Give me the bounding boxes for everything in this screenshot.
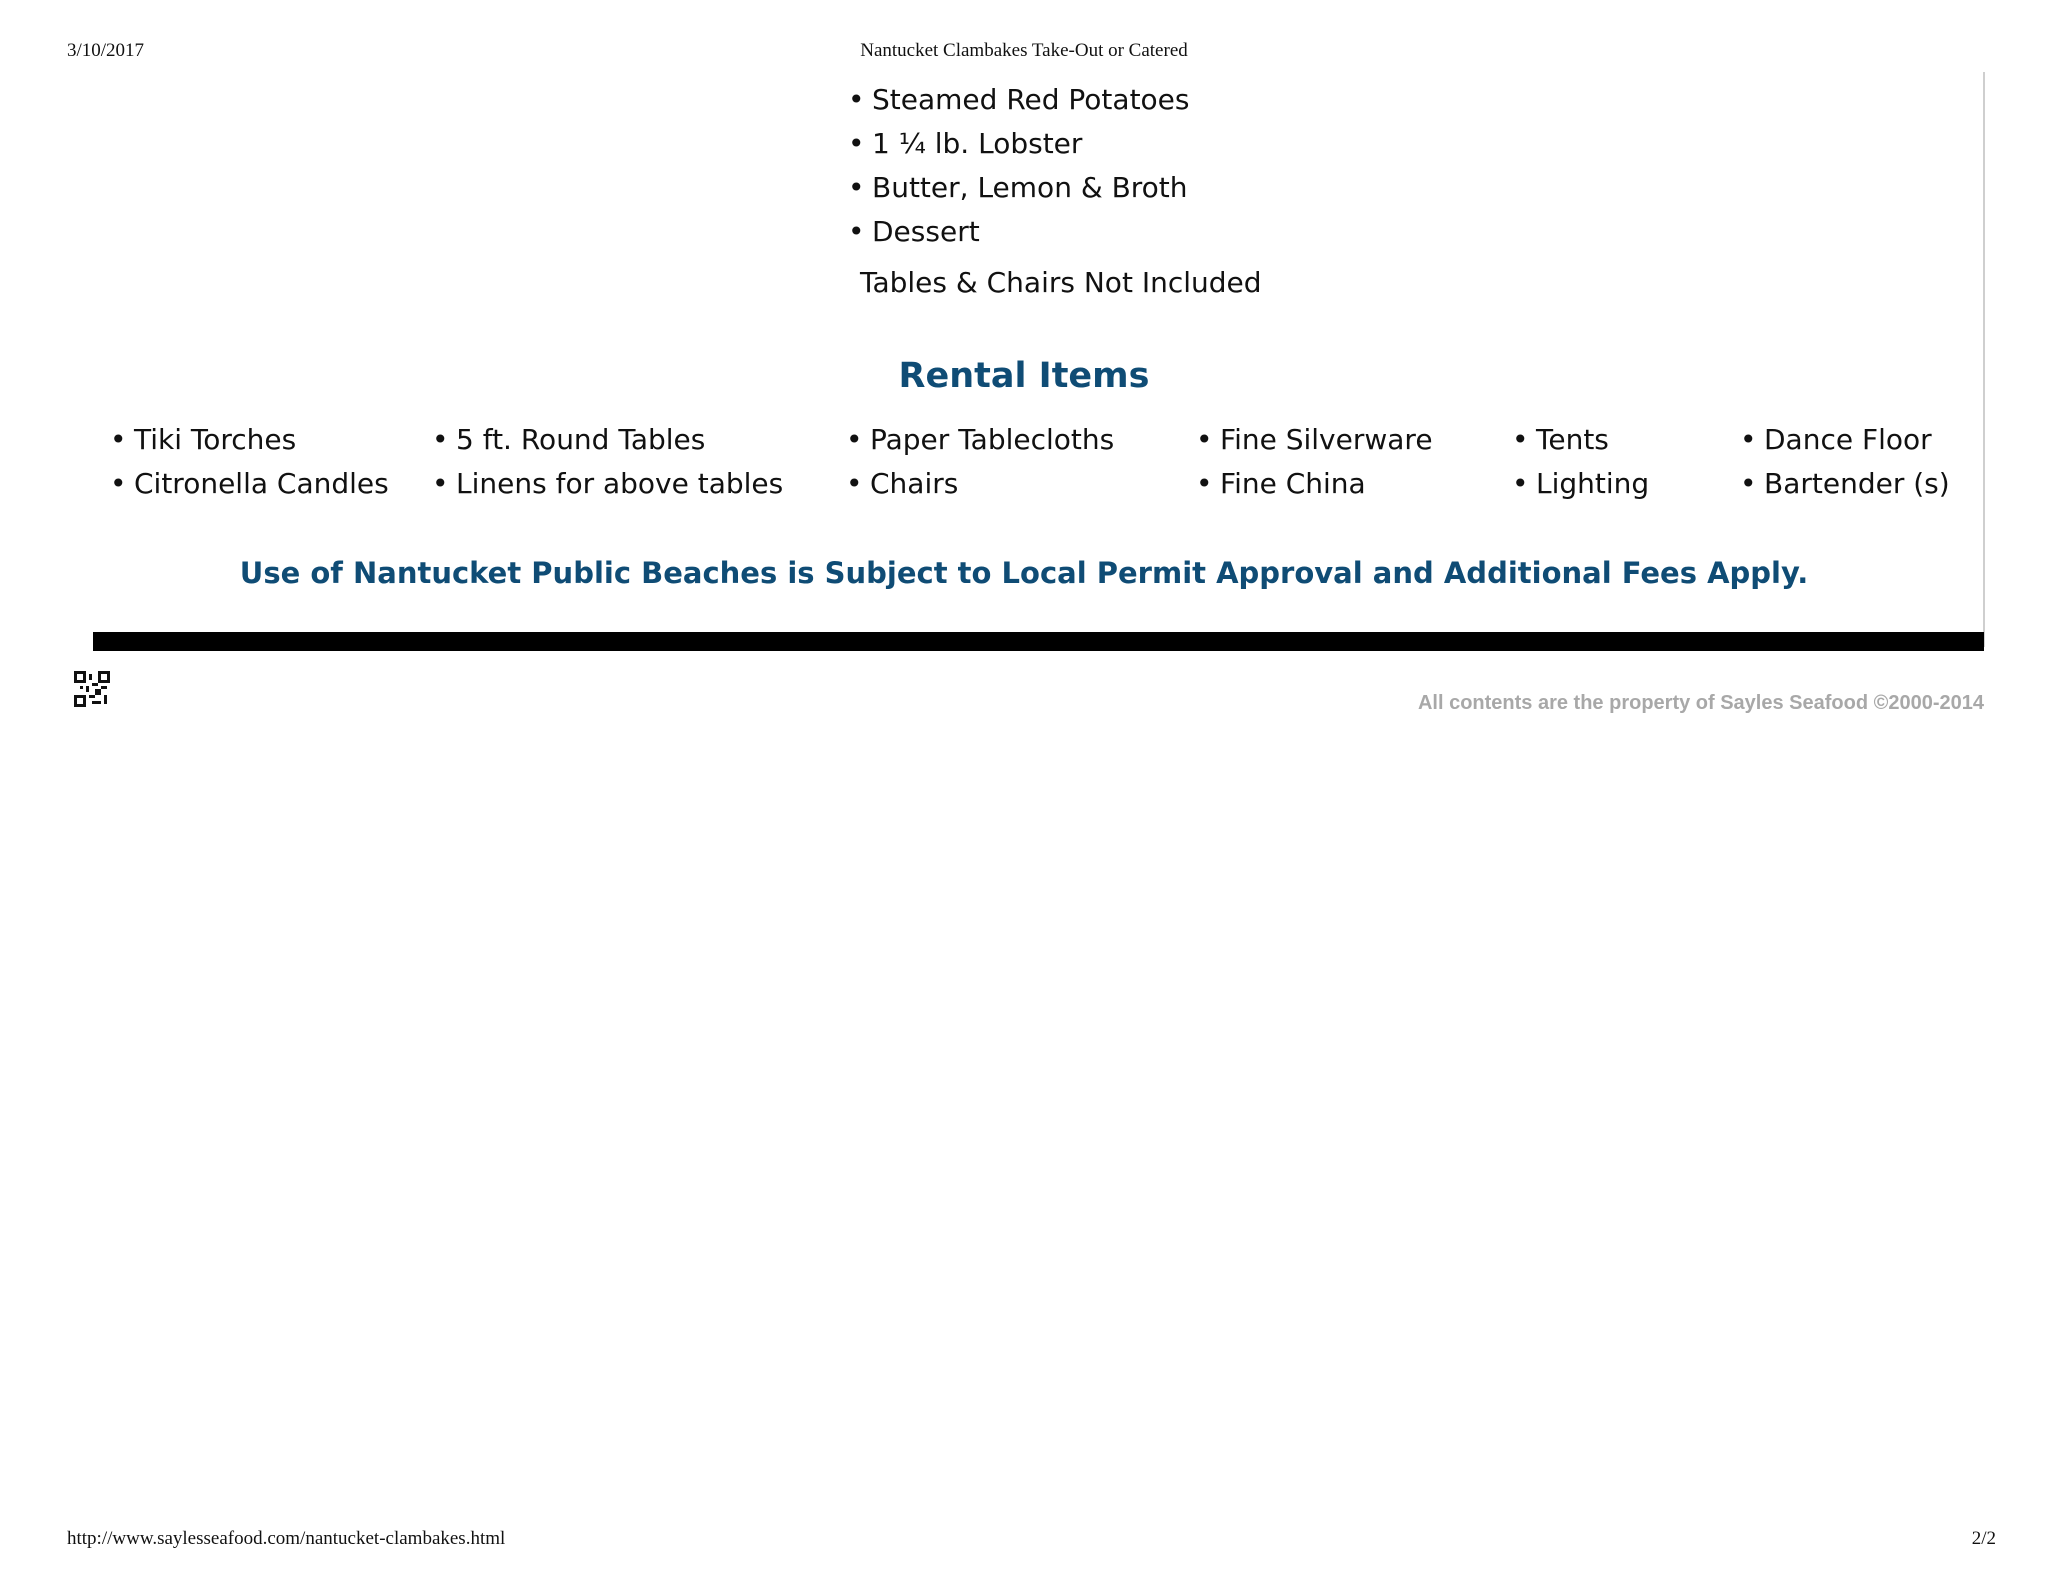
rental-item-label: Chairs xyxy=(870,467,959,500)
rental-item xyxy=(1196,418,1433,462)
print-footer xyxy=(0,1528,2048,1552)
bullet-icon: • xyxy=(1196,467,1213,500)
menu-item-label: Dessert xyxy=(872,215,980,248)
bullet-icon: • xyxy=(110,467,127,500)
rental-item-label: Dance Floor xyxy=(1764,423,1932,456)
rental-item-label: Lighting xyxy=(1536,467,1650,500)
print-page-number: 2/2 xyxy=(1971,1528,1996,1549)
rental-column-1 xyxy=(110,418,389,506)
qr-code-icon xyxy=(74,670,110,708)
bullet-icon: • xyxy=(848,83,865,116)
copyright-notice: All contents are the property of Sayles Seafood ©2000-2014 xyxy=(1417,692,1984,714)
print-header xyxy=(0,40,2048,64)
menu-item-label: 1 ¼ lb. Lobster xyxy=(872,127,1083,160)
bullet-icon: • xyxy=(848,215,865,248)
rental-item xyxy=(846,462,1114,506)
bullet-icon: • xyxy=(1512,467,1529,500)
rental-item xyxy=(1512,462,1649,506)
rental-item xyxy=(110,462,389,506)
rental-item-label: Bartender (s) xyxy=(1764,467,1950,500)
menu-item-label: Steamed Red Potatoes xyxy=(872,83,1190,116)
rental-column-3 xyxy=(846,418,1114,506)
bullet-icon: • xyxy=(432,467,449,500)
rental-item-label: Citronella Candles xyxy=(134,467,389,500)
menu-item xyxy=(848,122,1190,166)
rental-item xyxy=(432,418,783,462)
rental-item-label: Fine China xyxy=(1220,467,1366,500)
rental-item-label: Tiki Torches xyxy=(134,423,297,456)
bullet-icon: • xyxy=(1740,467,1757,500)
rental-items-heading: Rental Items xyxy=(898,356,1150,396)
rental-item xyxy=(110,418,389,462)
rental-item xyxy=(1196,462,1433,506)
rental-item xyxy=(1740,462,1950,506)
menu-list xyxy=(848,78,1190,254)
rental-item-label: Paper Tablecloths xyxy=(870,423,1115,456)
bullet-icon: • xyxy=(848,127,865,160)
print-page-title: Nantucket Clambakes Take-Out or Catered xyxy=(860,40,1188,61)
bullet-icon: • xyxy=(846,467,863,500)
menu-item xyxy=(848,166,1190,210)
rental-item-label: Linens for above tables xyxy=(456,467,784,500)
print-url: http://www.saylesseafood.com/nantucket-clambakes.html xyxy=(67,1528,506,1549)
rental-item-label: Tents xyxy=(1536,423,1609,456)
bullet-icon: • xyxy=(1512,423,1529,456)
menu-item-label: Butter, Lemon & Broth xyxy=(872,171,1188,204)
menu-item xyxy=(848,78,1190,122)
bullet-icon: • xyxy=(846,423,863,456)
menu-item xyxy=(848,210,1190,254)
bullet-icon: • xyxy=(1196,423,1213,456)
rental-column-4 xyxy=(1196,418,1433,506)
rental-item-label: 5 ft. Round Tables xyxy=(456,423,706,456)
tables-chairs-note: Tables & Chairs Not Included xyxy=(860,266,1262,299)
rental-item xyxy=(846,418,1114,462)
rental-column-6 xyxy=(1740,418,1950,506)
rental-column-2 xyxy=(432,418,783,506)
print-date: 3/10/2017 xyxy=(67,40,145,61)
bullet-icon: • xyxy=(1740,423,1757,456)
rental-item xyxy=(432,462,783,506)
bullet-icon: • xyxy=(848,171,865,204)
rental-item xyxy=(1740,418,1950,462)
bullet-icon: • xyxy=(110,423,127,456)
rental-item-label: Fine Silverware xyxy=(1220,423,1433,456)
beach-permit-notice: Use of Nantucket Public Beaches is Subject to Local Permit Approval and Additional Fees Apply. xyxy=(239,556,1809,590)
rental-item xyxy=(1512,418,1649,462)
rental-column-5 xyxy=(1512,418,1649,506)
footer-divider-bar xyxy=(93,632,1984,651)
bullet-icon: • xyxy=(432,423,449,456)
